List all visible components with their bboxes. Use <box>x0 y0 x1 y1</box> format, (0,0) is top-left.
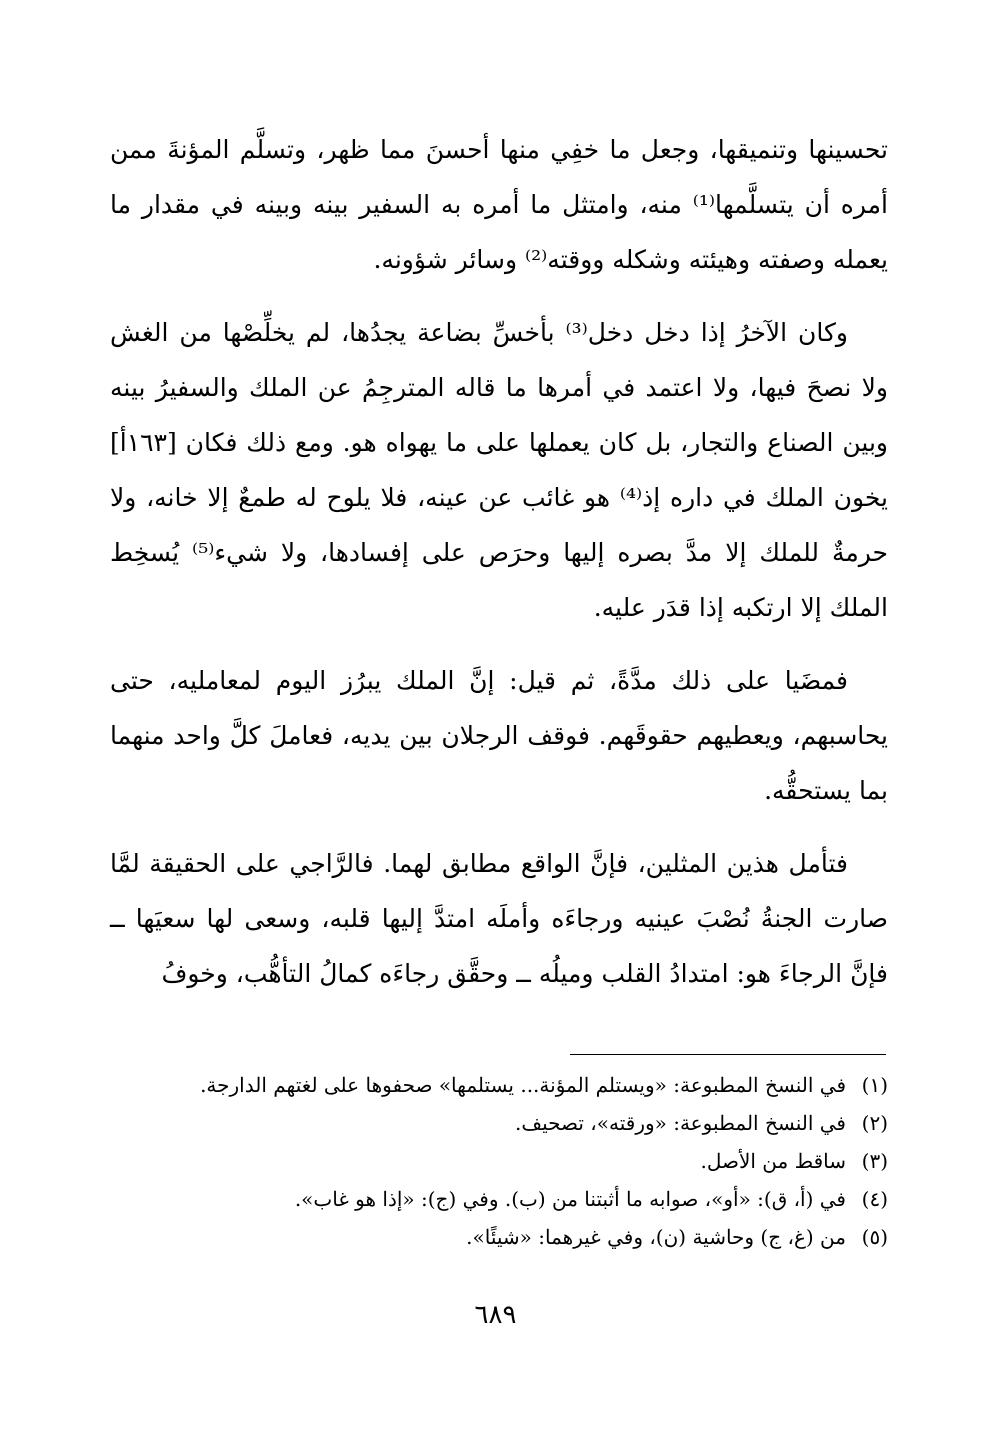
main-text <box>110 122 888 1019</box>
paragraph-2: وكان الآخرُ إذا دخل دخل⁽³⁾ بأخسِّ بضاعة يجدُها، لم يخلِّصْها من الغش ولا نصحَ فيها، ولا اعتمد في أمرها ما قاله المترجِمُ عن الملك والسفيرُ بينه وبين الصناع والتجار، بل كان يعملها على ما يهواه هو. ومع ذلك فكان [١٦٣أ] يخون الملك في داره إذ⁽⁴⁾ هو غائب عن عينه، فلا يلوح له طمعٌ إلا خانه، ولا حرمةٌ للملك إلا مدَّ بصره إليها وحرَص على إفسادها، ولا شيء⁽⁵⁾ يُسخِط الملك إلا ارتكبه إذا قدَر عليه. <box>110 318 888 622</box>
footnotes <box>110 1066 888 1256</box>
footnote-number: (٥) <box>861 1225 888 1249</box>
footnote-number: (٢) <box>861 1111 888 1135</box>
footnote-number: (٣) <box>861 1149 888 1173</box>
footnote-text: في النسخ المطبوعة: «ورقته»، تصحيف. <box>515 1111 846 1135</box>
footnote-text: من (غ، ج) وحاشية (ن)، وفي غيرهما: «شيئًا». <box>466 1225 846 1249</box>
footnote-number: (٤) <box>861 1187 888 1211</box>
footnote-3 <box>110 1142 888 1180</box>
paragraph-3: فمضَيا على ذلك مدَّةً، ثم قيل: إنَّ الملك يبرُز اليوم لمعامليه، حتى يحاسبهم، ويعطيهم حقوقَهم. فوقف الرجلان بين يديه، فعاملَ كلَّ واحد منهما بما يستحقُّه. <box>110 666 888 805</box>
footnote-text: ساقط من الأصل. <box>700 1149 846 1173</box>
footnote-number: (١) <box>861 1073 888 1097</box>
footnote-2 <box>110 1104 888 1142</box>
paragraph-1: تحسينها وتنميقها، وجعل ما خفِي منها أحسنَ مما ظهر، وتسلَّم المؤنةَ ممن أمره أن يتسلَّمها⁽¹⁾ منه، وامتثل ما أمره به السفير بينه وبينه في مقدار ما يعمله وصفته وهيئته وشكله ووقته⁽²⁾ وسائر شؤونه. <box>110 135 888 274</box>
page-number: ٦٨٩ <box>474 1300 517 1330</box>
footnote-5 <box>110 1218 888 1256</box>
footnote-text: في النسخ المطبوعة: «ويستلم المؤنة... يستلمها» صحفوها على لغتهم الدارجة. <box>200 1073 846 1097</box>
footnote-divider <box>570 1054 886 1055</box>
paragraph-4: فتأمل هذين المثلين، فإنَّ الواقع مطابق لهما. فالرَّاجي على الحقيقة لمَّا صارت الجنةُ نُصْبَ عينيه ورجاءَه وأملَه امتدَّ إليها قلبه، وسعى لها سعيَها ــ فإنَّ الرجاءَ هو: امتدادُ القلب وميلُه ــ وحقَّق رجاءَه كمالُ التأهُّب، وخوفُ <box>110 849 888 988</box>
footnote-text: في (أ، ق): «أو»، صوابه ما أثبتنا من (ب). وفي (ج): «إذا هو غاب». <box>294 1187 846 1211</box>
footnote-4 <box>110 1180 888 1218</box>
footnote-1 <box>110 1066 888 1104</box>
